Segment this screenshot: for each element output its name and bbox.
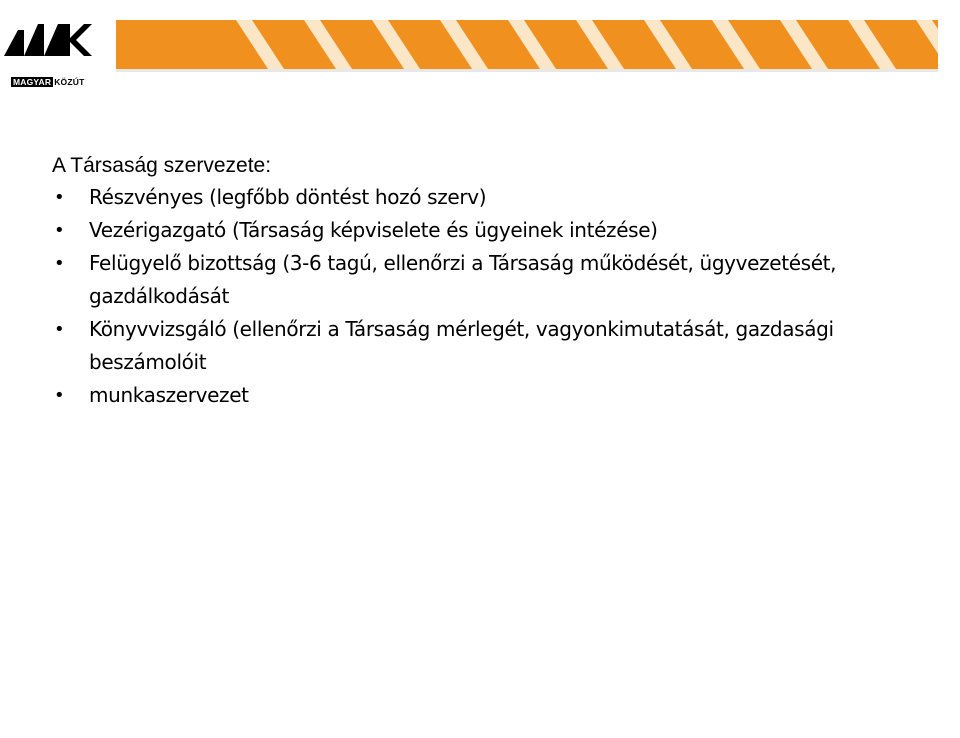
list-item-text: munkaszervezet bbox=[89, 383, 249, 407]
bullet-icon: • bbox=[54, 319, 65, 340]
list-item-text: Felügyelő bizottság (3-6 tagú, ellenőrzi a Társaság működését, ügyvezetését, gazdálkodását bbox=[89, 251, 837, 308]
slide-body bbox=[52, 151, 932, 412]
logo-wordmark bbox=[11, 77, 85, 88]
list-item bbox=[52, 214, 932, 247]
bullet-icon: • bbox=[54, 253, 65, 274]
bullet-icon: • bbox=[54, 220, 65, 241]
bullet-list bbox=[52, 181, 932, 412]
company-logo bbox=[4, 20, 92, 87]
list-item bbox=[52, 379, 932, 412]
list-item bbox=[52, 247, 932, 313]
section-heading: A Társaság szervezete: bbox=[52, 154, 272, 177]
list-item-text: Részvényes (legfőbb döntést hozó szerv) bbox=[89, 185, 487, 209]
header-stripe-band bbox=[116, 20, 938, 72]
list-item bbox=[52, 313, 932, 379]
magyar-kozut-logo-icon bbox=[4, 20, 92, 60]
list-item bbox=[52, 181, 932, 214]
logo-text-kozut: KÖZÚT bbox=[54, 77, 85, 87]
list-item-text: Vezérigazgató (Társaság képviselete és ügyeinek intézése) bbox=[89, 218, 658, 242]
hazard-stripes-decoration bbox=[116, 20, 938, 72]
bullet-icon: • bbox=[54, 385, 65, 406]
logo-text-magyar: MAGYAR bbox=[13, 77, 52, 87]
bullet-icon: • bbox=[54, 187, 65, 208]
list-item-text: Könyvvizsgáló (ellenőrzi a Társaság mérlegét, vagyonkimutatását, gazdasági beszámolóit bbox=[89, 317, 834, 374]
